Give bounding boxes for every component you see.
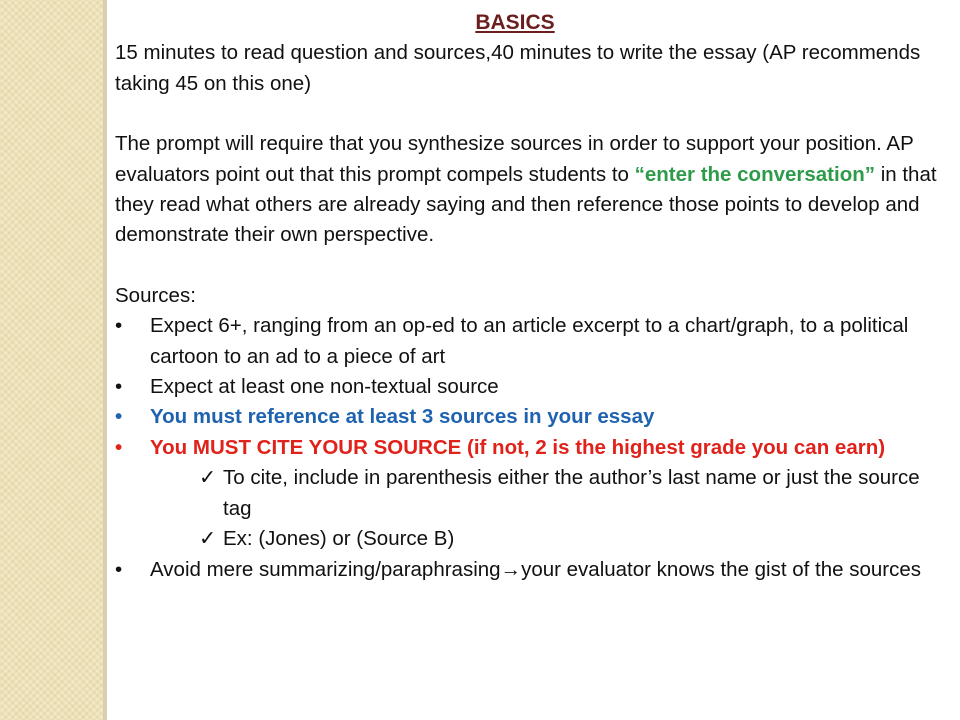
prompt-text-after: in that they read what others are already saying and then reference those points to develop and demonstrate their own perspective.	[115, 162, 937, 247]
spacer	[115, 99, 945, 129]
list-item-red	[115, 433, 945, 555]
decorative-sidebar	[0, 0, 103, 720]
enter-conversation-highlight: “enter the conversation”	[634, 162, 875, 186]
spacer	[115, 251, 945, 281]
sub-item-text: Ex: (Jones) or (Source B)	[223, 527, 455, 551]
sources-list	[115, 311, 945, 585]
check-mark-icon: ✓	[199, 527, 217, 551]
list-item: • Expect 6+, ranging from an op-ed to an article excerpt to a chart/graph, to a political cartoon to an ad to a piece of art	[115, 311, 945, 372]
list-item	[115, 555, 945, 585]
intro-paragraph: 15 minutes to read question and sources,40 minutes to write the essay (AP recommends taking 45 on this one)	[115, 41, 921, 95]
check-mark-icon: ✓	[199, 466, 217, 490]
prompt-paragraph	[115, 129, 945, 251]
last-bullet-before: Avoid mere summarizing/paraphrasing	[150, 557, 501, 581]
prompt-text-before: The prompt will require that you synthesize sources in order to support your position. AP evaluators point out that this prompt compels students to	[115, 132, 914, 186]
list-item: • Expect at least one non-textual source	[115, 372, 945, 402]
cite-requirement-text: You MUST CITE YOUR SOURCE (if not, 2 is the highest grade you can earn)	[150, 435, 886, 459]
sub-item-text: To cite, include in parenthesis either the author’s last name or just the source tag	[223, 466, 920, 520]
last-bullet-after: your evaluator knows the gist of the sources	[521, 557, 922, 581]
sidebar-divider	[103, 0, 107, 720]
sub-list-item	[150, 524, 945, 554]
slide-title: BASICS	[475, 11, 555, 34]
right-arrow-icon: →	[500, 557, 522, 581]
cite-sub-list	[150, 463, 945, 554]
slide-content	[115, 8, 945, 585]
list-item-blue: • You must reference at least 3 sources in your essay	[115, 402, 945, 432]
sources-heading: Sources:	[115, 283, 196, 307]
sub-list-item	[150, 463, 945, 524]
